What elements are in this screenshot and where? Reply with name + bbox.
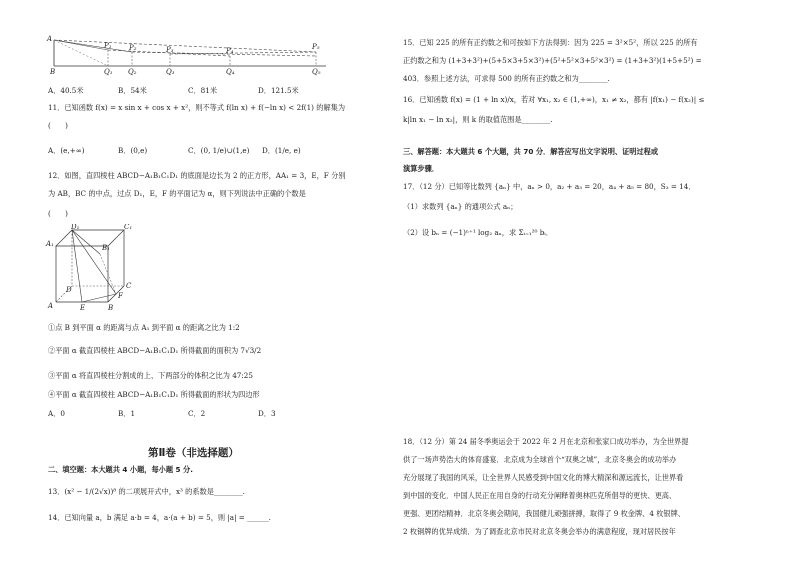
prism-label-B1: B₁ — [102, 244, 110, 252]
point-label-P2: P₂ — [129, 44, 137, 52]
q15-line3: 403．参照上述方法，可求得 500 的所有正约数之和为________. — [403, 74, 610, 83]
q12-answer-paren: ( ) — [48, 209, 68, 218]
point-label-P1: P₁ — [104, 42, 112, 50]
q10-option-a: A．40.5米 — [48, 86, 84, 95]
q11-answer-paren: ( ) — [48, 121, 68, 130]
q18-line1: 18．（12 分）第 24 届冬季奥运会于 2022 年 2 月在北京和张家口成功举办，为全世界提 — [403, 437, 689, 446]
point-label-A: A — [47, 35, 53, 43]
q12-stem-line2: 为 AB，BC 的中点，过点 D₁，E，F 的平面记为 α，则下列说法中正确的个数是 — [48, 189, 306, 198]
q12-option-c: C．2 — [188, 409, 206, 418]
q18-line5: 更强、更团结精神．北京冬奥会期间，我国健儿顽强拼搏，取得了 9 枚金牌、4 枚银牌、 — [403, 509, 685, 518]
q12-statement-3: ③平面 α 将直四棱柱分割成的上、下两部分的体积之比为 47:25 — [48, 371, 253, 380]
point-label-Q5: Q₅ — [312, 68, 321, 76]
prism-label-F: F — [118, 292, 123, 300]
solve-section-title-line1: 三、解答题：本大题共 6 个大题，共 70 分．解答应写出文字说明、证明过程或 — [403, 147, 659, 156]
part2-title: 第Ⅱ卷（非选择题） — [148, 447, 239, 459]
q12-option-d: D．3 — [258, 409, 276, 418]
prism-label-C: C — [126, 282, 132, 290]
point-label-Q4: Q₄ — [226, 68, 235, 76]
point-label-Q2: Q₂ — [128, 68, 137, 76]
q18-line2: 供了一场声势浩大的体育盛宴．北京成为全球首个“双奥之城”，北京冬奥会的成功举办 — [403, 455, 677, 464]
q17-part2: （2）设 bₙ = (−1)ⁿ⁺¹ log₂ aₙ，求 Σᵢ₌₁²⁰ bᵢ． — [403, 228, 553, 237]
q12-prism-figure — [44, 224, 134, 316]
q11-option-a: A．(e,+∞) — [48, 146, 85, 155]
q11-option-d: D．(1/e, e) — [262, 146, 301, 155]
point-label-B: B — [50, 68, 56, 76]
q11-option-b: B．(0,e) — [118, 146, 148, 155]
q12-statement-1: ①点 B 到平面 α 的距离与点 A₁ 到平面 α 的距离之比为 1:2 — [48, 323, 240, 332]
q12-stem-line1: 12．如图，直四棱柱 ABCD−A₁B₁C₁D₁ 的底面是边长为 2 的正方形，AA₁ = 3，E，F 分别 — [48, 171, 346, 180]
q18-line4: 到中国的变化．中国人民正在用自身的行动充分阐释着奥林匹克所倡导的更快、更高、 — [403, 491, 677, 500]
q12-statement-2: ②平面 α 截直四棱柱 ABCD−A₁B₁C₁D₁ 所得截面的面积为 7√3/2 — [48, 346, 262, 355]
q11-stem: 11．已知函数 f(x) = x sin x + cos x + x²，则不等式 f(ln x) + f(−ln x) < 2f(1) 的解集为 — [48, 103, 346, 112]
q10-figure — [44, 34, 334, 76]
q16-line2: k|ln x₁ − ln x₂|，则 k 的取值范围是________. — [403, 115, 553, 124]
prism-label-A1: A₁ — [46, 240, 54, 248]
q17-part1: （1）求数列 {aₙ} 的通项公式 aₙ； — [403, 202, 518, 211]
q18-line3: 充分展现了我国的风采，让全世界人民感受到中国文化的博大精深和源远流长，让世界看 — [403, 473, 684, 482]
q16-line1: 16．已知函数 f(x) = (1 + ln x)/x，若对 ∀x₁, x₂ ∈ (1,+∞)，x₁ ≠ x₂，都有 |f(x₁) − f(x₂)| ≤ — [403, 95, 705, 104]
q18-line6: 2 枚铜牌的优异成绩．为了调查北京市民对北京冬奥会举办的满意程度，现对居民按年 — [403, 527, 676, 536]
q12-option-b: B．1 — [118, 409, 136, 418]
prism-label-E: E — [80, 304, 86, 312]
prism-label-A: A — [48, 302, 54, 310]
q10-option-c: C．81米 — [188, 86, 218, 95]
q10-option-d: D．121.5米 — [258, 86, 299, 95]
q14-stem: 14．已知向量 a，b 满足 a·b = 4，a·(a + b) = 5，则 |a| = ______. — [48, 513, 271, 522]
point-label-Q1: Q₁ — [104, 68, 113, 76]
q12-option-a: A．0 — [48, 409, 65, 418]
prism-label-C1: C₁ — [124, 224, 133, 231]
q17-stem: 17．（12 分）已知等比数列 {aₙ} 中，aₙ > 0，a₂ + a₃ = 20，a₄ + a₅ = 80，S₃ = 14． — [403, 182, 696, 191]
point-label-P4: P₄ — [226, 47, 234, 55]
q11-option-c: C．(0, 1/e)∪(1,e) — [188, 146, 250, 155]
q15-line1: 15．已知 225 的所有正约数之和可按如下方法得到：因为 225 = 3²×5²，所以 225 的所有 — [403, 38, 698, 47]
q15-line2: 正约数之和为 (1+3+3²)+(5+5×3+5×3²)+(5²+5²×3+5²×3²) = (1+3+3²)(1+5+5²) = — [403, 56, 702, 65]
solve-section-title-line2: 演算步骤． — [403, 164, 439, 173]
point-label-Q3: Q₃ — [166, 68, 175, 76]
right-column — [397, 0, 794, 562]
prism-label-B: B — [108, 304, 114, 312]
prism-label-D: D — [66, 286, 72, 294]
prism-label-D1: D₁ — [71, 224, 80, 231]
q10-option-b: B．54米 — [118, 86, 147, 95]
q12-statement-4: ④平面 α 截直四棱柱 ABCD−A₁B₁C₁D₁ 所得截面的形状为四边形 — [48, 390, 260, 399]
q13-stem: 13．(x² − 1/(2√x))⁸ 的二项展开式中，x³ 的系数是________. — [48, 487, 245, 496]
point-label-P3: P₃ — [166, 46, 174, 54]
fill-blank-section-title: 二、填空题：本大题共 4 小题，每小题 5 分. — [48, 465, 193, 474]
point-label-P5: P₅ — [312, 43, 320, 51]
